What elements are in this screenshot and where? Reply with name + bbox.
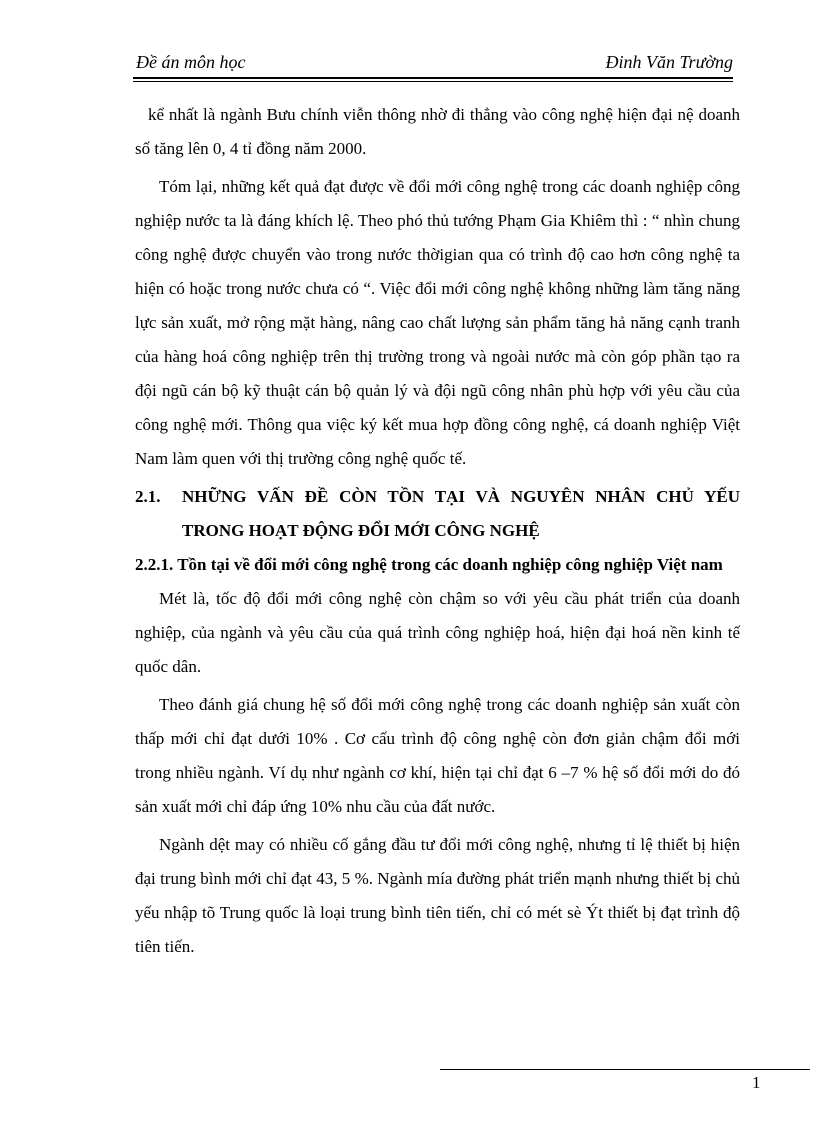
- paragraph-textile-sugar: Ngành dệt may có nhiều cố gắng đầu tư đổi mới công nghệ, nhưng tỉ lệ thiết bị hiện đại trung bình mới chỉ đạt 43, 5 %. Ngành mía đường phát triển mạnh nhưng thiết bị chủ yếu nhập tõ Trung quốc là loại trung bình tiên tiến, chỉ có mét sè Ýt thiết bị đạt trình độ tiên tiến.: [135, 835, 740, 956]
- paragraph-assessment: Theo đánh giá chung hệ số đổi mới công nghệ trong các doanh nghiệp sản xuất còn thấp mới chỉ đạt dưới 10% . Cơ cấu trình độ công nghệ còn đơn giản chậm đổi mới trong nhiều ngành. Ví dụ như ngành cơ khí, hiện tại chỉ đạt 6 –7 % hệ số đổi mới do đó sản xuất mới chỉ đáp ứng 10% nhu cầu của đất nước.: [135, 695, 740, 816]
- paragraph-first-issue: Mét là, tốc độ đổi mới công nghệ còn chậm so với yêu cầu phát triển của doanh nghiệp, của ngành và yêu cầu của quá trình công nghiệp hoá, hiện đại hoá nền kinh tế quốc dân.: [135, 589, 740, 676]
- header-rule-thin: [133, 81, 733, 82]
- header-author-name: Đinh Văn Trường: [605, 52, 733, 72]
- section-title: NHỮNG VẤN ĐỀ CÒN TỒN TẠI VÀ NGUYÊN NHÂN CHỦ YẾU TRONG HOẠT ĐỘNG ĐỔI MỚI CÔNG NGHỆ: [182, 487, 740, 540]
- body-text: [135, 98, 740, 968]
- section-number: 2.1.: [135, 487, 161, 506]
- footer-rule: [440, 1069, 810, 1070]
- header-rule: [133, 77, 733, 79]
- paragraph-continuation: kể nhất là ngành Bưu chính viễn thông nhờ đi thẳng vào công nghệ hiện đại nệ doanh số tăng lên 0, 4 tỉ đồng năm 2000.: [135, 105, 740, 158]
- subsection-heading: 2.2.1. Tồn tại về đổi mới công nghệ trong các doanh nghiệp công nghiệp Việt nam: [135, 555, 723, 574]
- header-course-title: Đề án môn học: [136, 52, 246, 72]
- paragraph-summary: Tóm lại, những kết quả đạt được về đổi mới công nghệ trong các doanh nghiệp công nghiệp nước ta là đáng khích lệ. Theo phó thủ tướng Phạm Gia Khiêm thì : “ nhìn chung công nghệ được chuyển vào trong nước thờigian qua có trình độ cao hơn công nghệ ta hiện có hoặc trong nước chưa có “. Việc đổi mới công nghệ không những làm tăng năng lực sản xuất, mở rộng mặt hàng, nâng cao chất lượng sản phẩm tăng hả năng cạnh tranh của hàng hoá công nghiệp trên thị trường trong và ngoài nước mà còn góp phần tạo ra đội ngũ cán bộ kỹ thuật cán bộ quản lý và đội ngũ công nhân phù hợp với yêu cầu của công nghệ mới. Thông qua việc ký kết mua hợp đồng công nghệ, cá doanh nghiệp Việt Nam làm quen với thị trường công nghệ quốc tế.: [135, 177, 740, 468]
- section-heading: [135, 480, 740, 548]
- page-header: [133, 50, 733, 80]
- page-number: 1: [752, 1073, 761, 1092]
